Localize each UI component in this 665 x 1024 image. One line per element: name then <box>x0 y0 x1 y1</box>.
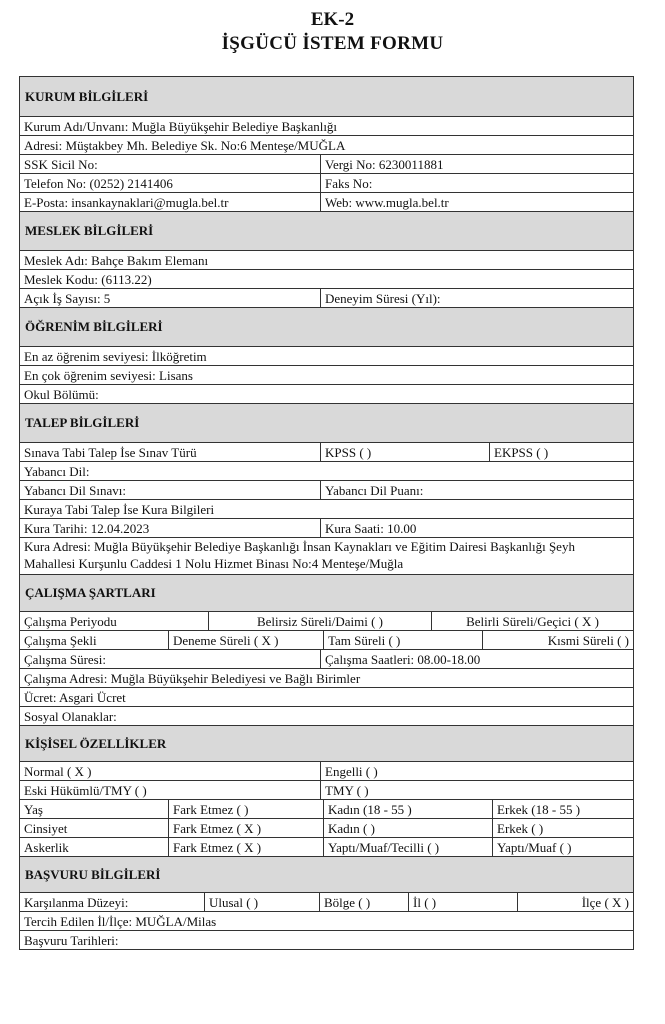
row-en-cok <box>20 366 633 385</box>
row-ucret <box>20 688 633 707</box>
row-kura-bilgileri <box>20 500 633 519</box>
calisma-suresi: Çalışma Süresi: <box>24 651 106 667</box>
section-ogrenim-heading: ÖĞRENİM BİLGİLERİ <box>20 308 633 347</box>
row-meslek-kodu <box>20 270 633 289</box>
ilce-option: İlçe ( X ) <box>517 893 633 911</box>
section-kisisel-heading: KİŞİSEL ÖZELLİKLER <box>20 726 633 762</box>
request-form-table <box>19 76 634 950</box>
row-normal-engelli <box>20 762 633 781</box>
faks-no: Faks No: <box>320 174 633 192</box>
row-kura-adresi <box>20 538 633 575</box>
row-yabanci-dil-sinavi <box>20 481 633 500</box>
ulusal-option: Ulusal ( ) <box>204 893 319 911</box>
row-yas <box>20 800 633 819</box>
calisma-sekli: Çalışma Şekli <box>24 632 97 648</box>
section-kurum-heading: KURUM BİLGİLERİ <box>20 77 633 117</box>
row-karsilanma <box>20 893 633 912</box>
section-basvuru-heading: BAŞVURU BİLGİLERİ <box>20 857 633 893</box>
row-okul-bolumu <box>20 385 633 404</box>
telefon-no: Telefon No: (0252) 2141406 <box>24 175 173 191</box>
row-eski-hukumlu <box>20 781 633 800</box>
yabanci-dil-puani: Yabancı Dil Puanı: <box>320 481 633 499</box>
askerlik-fark-etmez: Fark Etmez ( X ) <box>168 838 323 856</box>
askerlik-erkek: Yaptı/Muaf ( ) <box>492 838 633 856</box>
kismi-sureli: Kısmi Süreli ( ) <box>482 631 633 649</box>
eski-hukumlu-option: Eski Hükümlü/TMY ( ) <box>24 782 147 798</box>
karsilanma-duzeyi: Karşılanma Düzeyi: <box>24 894 129 910</box>
row-eposta-web <box>20 193 633 212</box>
yas-kadin: Kadın (18 - 55 ) <box>323 800 492 818</box>
kura-saati: Kura Saati: 10.00 <box>320 519 633 537</box>
e-posta: E-Posta: insankaynaklari@mugla.bel.tr <box>24 194 229 210</box>
tmy-option: TMY ( ) <box>320 781 633 799</box>
cinsiyet-kadin: Kadın ( ) <box>323 819 492 837</box>
calisma-adresi: Çalışma Adresi: Muğla Büyükşehir Belediyesi ve Bağlı Birimler <box>24 670 361 686</box>
kurum-adres: Adresi: Müştakbey Mh. Belediye Sk. No:6 Menteşe/MUĞLA <box>24 137 346 153</box>
yas-erkek: Erkek (18 - 55 ) <box>492 800 633 818</box>
calisma-periyodu: Çalışma Periyodu <box>24 613 117 629</box>
row-sinav-turu <box>20 443 633 462</box>
sinav-turu: Sınava Tabi Talep İse Sınav Türü <box>24 444 197 460</box>
meslek-adi: Meslek Adı: Bahçe Bakım Elemanı <box>24 252 209 268</box>
row-calisma-periyodu <box>20 612 633 631</box>
kurum-adi: Kurum Adı/Unvanı: Muğla Büyükşehir Belediye Başkanlığı <box>24 118 338 134</box>
form-title: İŞGÜCÜ İSTEM FORMU <box>221 33 444 54</box>
ucret: Ücret: Asgari Ücret <box>24 689 126 705</box>
cinsiyet-erkek: Erkek ( ) <box>492 819 633 837</box>
deneme-sureli: Deneme Süreli ( X ) <box>168 631 323 649</box>
belirsiz-sureli: Belirsiz Süreli/Daimi ( ) <box>208 612 431 630</box>
engelli-option: Engelli ( ) <box>320 762 633 780</box>
belirli-sureli: Belirli Süreli/Geçici ( X ) <box>431 612 633 630</box>
section-calisma-heading: ÇALIŞMA ŞARTLARI <box>20 575 633 612</box>
row-kurum-adi <box>20 117 633 136</box>
normal-option: Normal ( X ) <box>24 763 92 779</box>
kura-bilgileri: Kuraya Tabi Talep İse Kura Bilgileri <box>24 501 215 517</box>
askerlik-label: Askerlik <box>24 839 69 855</box>
vergi-no: Vergi No: 6230011881 <box>320 155 633 173</box>
calisma-saatleri: Çalışma Saatleri: 08.00-18.00 <box>320 650 633 668</box>
web-address: Web: www.mugla.bel.tr <box>320 193 633 211</box>
row-cinsiyet <box>20 819 633 838</box>
ekpss-option: EKPSS ( ) <box>489 443 633 461</box>
row-sosyal-olanaklar <box>20 707 633 726</box>
deneyim-suresi: Deneyim Süresi (Yıl): <box>320 289 633 307</box>
yabanci-dil: Yabancı Dil: <box>24 463 90 479</box>
kura-tarihi: Kura Tarihi: 12.04.2023 <box>24 520 150 536</box>
row-ssk-vergi <box>20 155 633 174</box>
cinsiyet-fark-etmez: Fark Etmez ( X ) <box>168 819 323 837</box>
yas-label: Yaş <box>24 801 43 817</box>
en-cok-ogrenim: En çok öğrenim seviyesi: Lisans <box>24 367 193 383</box>
meslek-kodu: Meslek Kodu: (6113.22) <box>24 271 152 287</box>
section-meslek-heading: MESLEK BİLGİLERİ <box>20 212 633 251</box>
tam-sureli: Tam Süreli ( ) <box>323 631 482 649</box>
yas-fark-etmez: Fark Etmez ( ) <box>168 800 323 818</box>
cinsiyet-label: Cinsiyet <box>24 820 68 836</box>
yabanci-dil-sinavi: Yabancı Dil Sınavı: <box>24 482 126 498</box>
row-yabanci-dil <box>20 462 633 481</box>
ssk-sicil-no: SSK Sicil No: <box>24 156 98 172</box>
kura-adresi: Kura Adresi: Muğla Büyükşehir Belediye Başkanlığı İnsan Kaynakları ve Eğitim Dairesi Başkanlığı Şeyh Mahallesi Kurşunlu Caddesi 1 Nolu Hizmet Binası No:4 Menteşe/Muğla <box>24 539 575 571</box>
okul-bolumu: Okul Bölümü: <box>24 386 99 402</box>
row-meslek-adi <box>20 251 633 270</box>
section-talep-heading: TALEP BİLGİLERİ <box>20 404 633 443</box>
row-telefon-faks <box>20 174 633 193</box>
askerlik-kadin: Yaptı/Muaf/Tecilli ( ) <box>323 838 492 856</box>
en-az-ogrenim: En az öğrenim seviyesi: İlköğretim <box>24 348 207 364</box>
row-acik-is-deneyim <box>20 289 633 308</box>
row-askerlik <box>20 838 633 857</box>
il-option: İl ( ) <box>408 893 517 911</box>
form-annex-label: EK-2 <box>310 9 355 30</box>
kpss-option: KPSS ( ) <box>320 443 489 461</box>
bolge-option: Bölge ( ) <box>319 893 408 911</box>
row-en-az <box>20 347 633 366</box>
row-calisma-sekli <box>20 631 633 650</box>
row-kurum-adres <box>20 136 633 155</box>
row-calisma-adresi <box>20 669 633 688</box>
row-calisma-suresi <box>20 650 633 669</box>
row-basvuru-tarihleri <box>20 931 633 950</box>
row-tercih <box>20 912 633 931</box>
sosyal-olanaklar: Sosyal Olanaklar: <box>24 708 117 724</box>
tercih-edilen-il-ilce: Tercih Edilen İl/İlçe: MUĞLA/Milas <box>24 913 217 929</box>
row-kura-tarihi <box>20 519 633 538</box>
acik-is-sayisi: Açık İş Sayısı: 5 <box>24 290 111 306</box>
basvuru-tarihleri: Başvuru Tarihleri: <box>24 932 119 948</box>
